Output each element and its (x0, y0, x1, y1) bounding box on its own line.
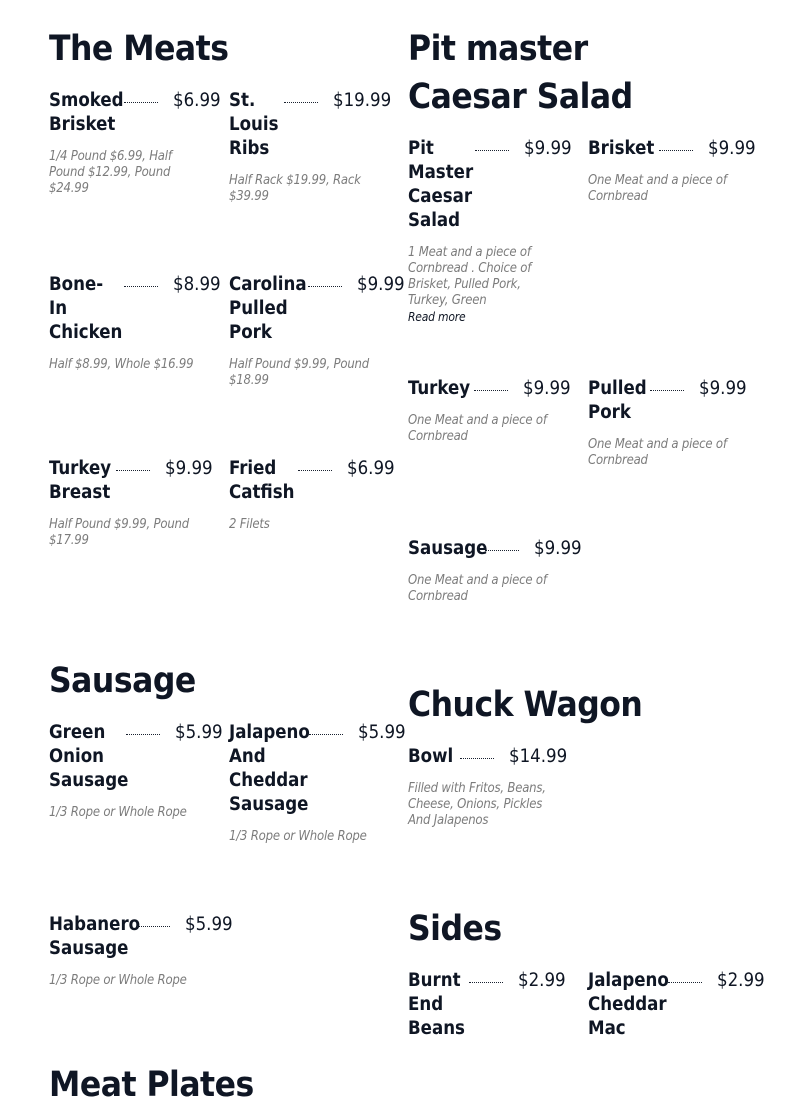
item-price: $9.99 (357, 274, 405, 295)
dot-leader (136, 913, 170, 927)
section-title-chuck-wagon: Chuck Wagon (408, 685, 643, 725)
menu-item-jalapeno-cheddar-mac[interactable] (588, 969, 765, 1041)
item-price: $5.99 (175, 722, 223, 743)
section-title-meat-plates: Meat Plates (49, 1065, 254, 1105)
menu-item-pit-master-caesar-salad[interactable] (408, 137, 572, 325)
item-price: $2.99 (717, 970, 765, 991)
section-title-sides: Sides (408, 909, 502, 949)
menu-item-bowl[interactable] (408, 745, 567, 829)
item-description: Half $8.99, Whole $16.99 (49, 357, 194, 372)
menu-item-pulled-pork[interactable] (588, 377, 747, 469)
item-price: $9.99 (534, 538, 582, 559)
menu-item-smoked-brisket[interactable] (49, 89, 221, 197)
menu-item-carolina-pulled-pork[interactable] (229, 273, 405, 389)
dot-leader (124, 89, 158, 103)
item-description: Half Pound $9.99, Pound $17.99 (49, 517, 189, 548)
dot-leader (126, 721, 160, 735)
item-name: Jalapeno Cheddar Mac (588, 970, 669, 1039)
dot-leader (124, 273, 158, 287)
dot-leader (308, 273, 342, 287)
menu-item-burnt-end-beans[interactable] (408, 969, 566, 1041)
item-description: 1/3 Rope or Whole Rope (229, 829, 367, 844)
menu-item-st-louis-ribs[interactable] (229, 89, 391, 205)
item-description: One Meat and a piece of Cornbread (588, 437, 727, 468)
item-name: Pit Master Caesar Salad (408, 138, 474, 231)
item-description: One Meat and a piece of Cornbread (588, 173, 727, 204)
item-name: Sausage (408, 538, 488, 559)
dot-leader (659, 137, 693, 151)
item-name: Bone-In Chicken (49, 274, 123, 343)
menu-item-fried-catfish[interactable] (229, 457, 395, 533)
item-description (408, 245, 564, 325)
menu-item-sausage[interactable] (408, 537, 582, 605)
item-name: Jalapeno And Cheddar Sausage (229, 722, 310, 815)
menu-item-habanero-sausage[interactable] (49, 913, 233, 989)
item-name: Turkey Breast (49, 458, 112, 503)
dot-leader (475, 137, 509, 151)
item-price: $9.99 (523, 378, 571, 399)
dot-leader (309, 721, 343, 735)
item-price: $5.99 (185, 914, 233, 935)
item-description: 1/3 Rope or Whole Rope (49, 805, 187, 820)
item-description: 1/4 Pound $6.99, Half Pound $12.99, Pound $24.99 (49, 149, 172, 196)
item-name: Pulled Pork (588, 378, 647, 423)
item-name: Smoked Brisket (49, 90, 124, 135)
item-description: Filled with Fritos, Beans, Cheese, Onions, Pickles And Jalapenos (408, 781, 546, 828)
dot-leader (116, 457, 150, 471)
item-description-text: 1 Meat and a piece of Cornbread . Choice of Brisket, Pulled Pork, Turkey, Green (408, 245, 532, 308)
item-description: One Meat and a piece of Cornbread (408, 413, 547, 444)
item-name: Carolina Pulled Pork (229, 274, 307, 343)
dot-leader (298, 457, 332, 471)
dot-leader (474, 377, 508, 391)
item-price: $9.99 (165, 458, 213, 479)
item-price: $5.99 (358, 722, 406, 743)
item-description: 1/3 Rope or Whole Rope (49, 973, 187, 988)
item-price: $6.99 (173, 90, 221, 111)
dot-leader (469, 969, 503, 983)
item-description: Half Pound $9.99, Pound $18.99 (229, 357, 369, 388)
item-description: 2 Filets (229, 517, 270, 532)
section-title-the-meats: The Meats (49, 29, 229, 69)
menu-item-bone-in-chicken[interactable] (49, 273, 221, 373)
menu-item-brisket[interactable] (588, 137, 756, 205)
item-price: $14.99 (509, 746, 568, 767)
dot-leader (668, 969, 702, 983)
item-price: $9.99 (699, 378, 747, 399)
section-title-sausage: Sausage (49, 661, 196, 701)
dot-leader (284, 89, 318, 103)
menu-item-turkey[interactable] (408, 377, 571, 445)
item-price: $8.99 (173, 274, 221, 295)
item-name: Habanero Sausage (49, 914, 141, 959)
item-name: Bowl (408, 746, 454, 767)
item-name: Fried Catfish (229, 458, 295, 503)
item-price: $9.99 (708, 138, 756, 159)
menu-item-turkey-breast[interactable] (49, 457, 213, 549)
item-name: Brisket (588, 138, 655, 159)
item-description: Half Rack $19.99, Rack $39.99 (229, 173, 361, 204)
item-name: Turkey (408, 378, 471, 399)
item-name: Burnt End Beans (408, 970, 465, 1039)
menu-item-green-onion-sausage[interactable] (49, 721, 223, 821)
item-price: $19.99 (333, 90, 392, 111)
item-price: $9.99 (524, 138, 572, 159)
item-price: $2.99 (518, 970, 566, 991)
item-name: St. Louis Ribs (229, 90, 279, 159)
dot-leader (460, 745, 494, 759)
read-more-link[interactable]: Read more (408, 310, 466, 324)
menu-item-jalapeno-cheddar-sausage[interactable] (229, 721, 406, 845)
dot-leader (650, 377, 684, 391)
dot-leader (485, 537, 519, 551)
section-title-caesar-salad: Pit master Caesar Salad (408, 29, 633, 117)
item-name: Green Onion Sausage (49, 722, 129, 791)
item-price: $6.99 (347, 458, 395, 479)
item-description: One Meat and a piece of Cornbread (408, 573, 547, 604)
